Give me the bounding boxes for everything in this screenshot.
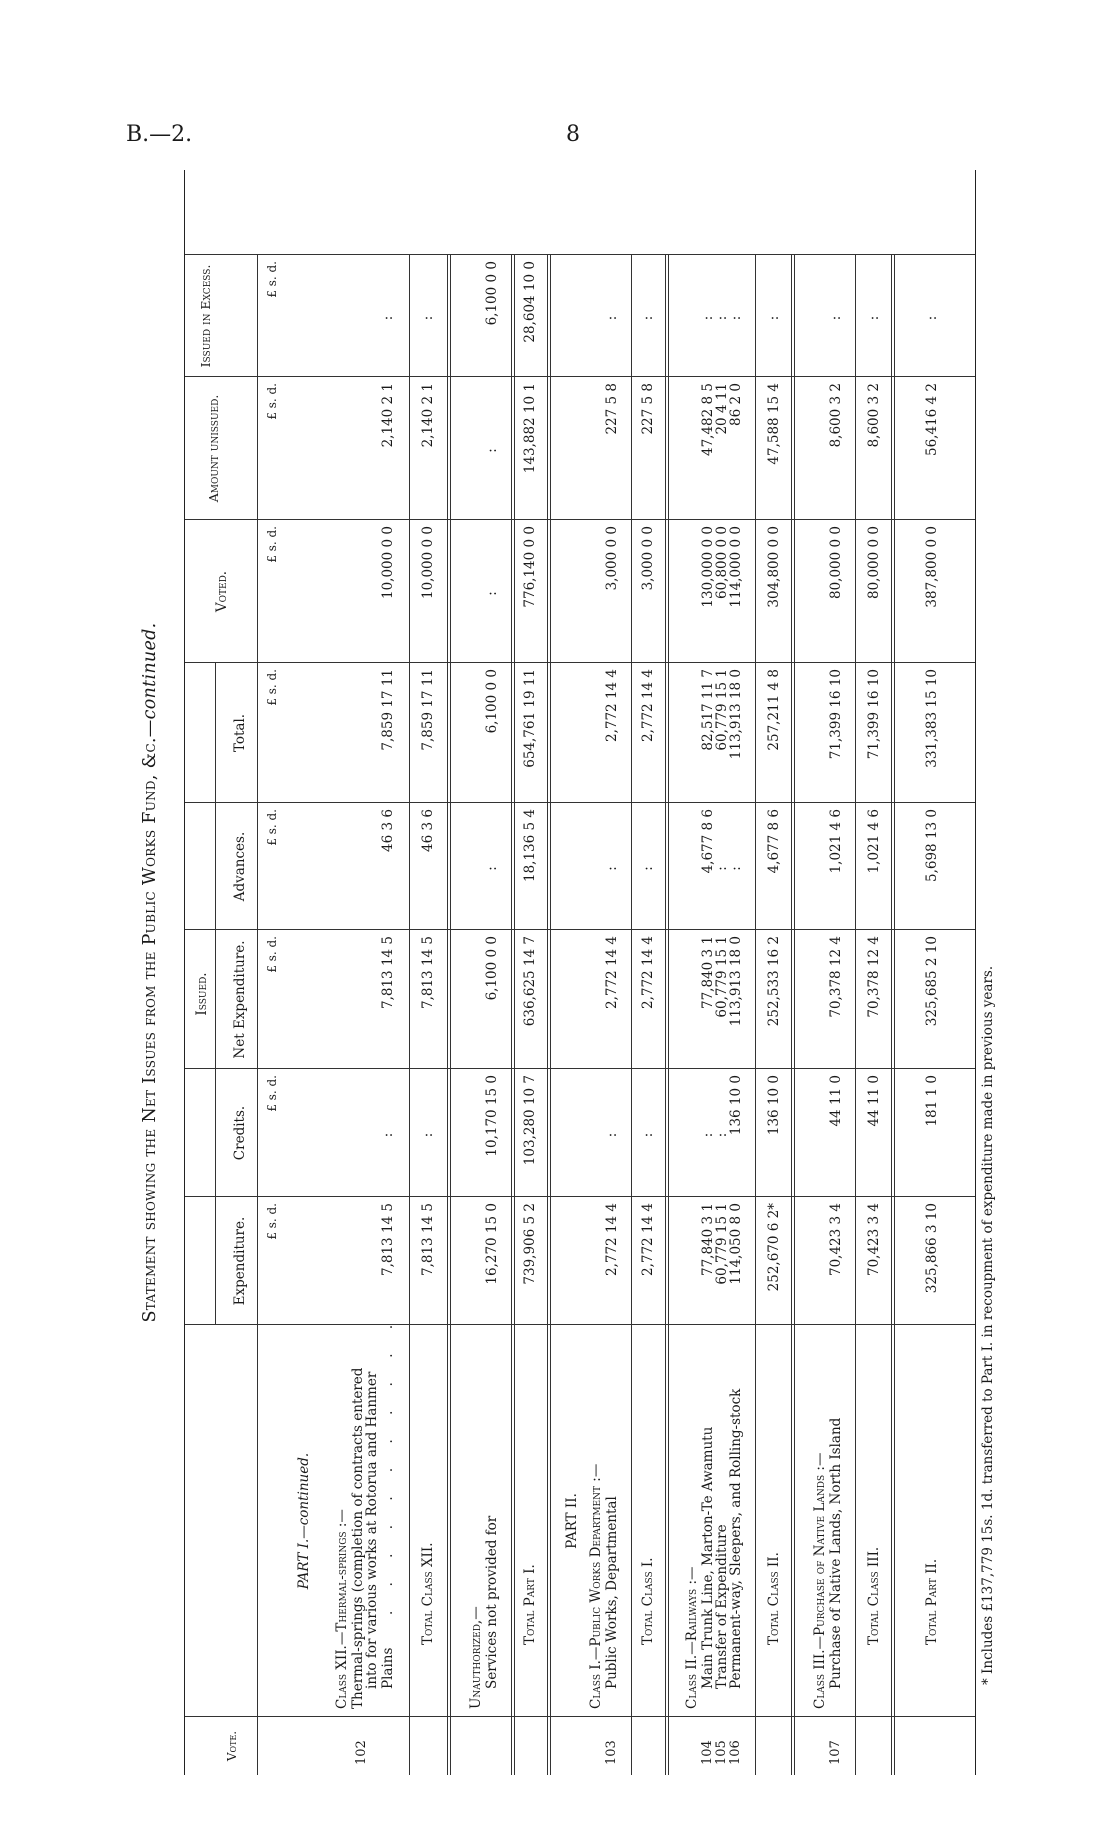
- lsd-unit-label: £ s. d.: [265, 669, 279, 706]
- row-106-cell: 113,913 18 0: [728, 936, 744, 1027]
- row-102-cell: 7,859 17 11: [380, 669, 396, 751]
- row-104-cell: 77,840 3 1: [700, 1203, 716, 1276]
- row-106-cell: 114,050 8 0: [728, 1203, 744, 1285]
- statement-table: [184, 170, 976, 1775]
- item105: Transfer of Expenditure: [714, 1524, 730, 1689]
- unauthorized-cell: 16,270 15 0: [484, 1203, 500, 1285]
- column-rule: [185, 254, 975, 255]
- class1-rule: [631, 255, 632, 1775]
- column-rule: [185, 1196, 975, 1197]
- row-105-cell: :: [714, 1132, 730, 1138]
- total-part2-cell: 331,383 15 10: [924, 669, 940, 768]
- row-102-cell: :: [380, 315, 396, 321]
- total-class2-cell: 304,800 0 0: [766, 526, 782, 608]
- total-class3-cell: :: [866, 315, 882, 321]
- issued-header-rule: [215, 663, 216, 1325]
- row-104-cell: 77,840 3 1: [700, 936, 716, 1009]
- column-rule: [185, 662, 975, 663]
- vote-107: 107: [828, 1740, 843, 1765]
- item104: Main Trunk Line, Marton-Te Awamutu: [700, 1426, 716, 1689]
- page-number: 8: [566, 122, 580, 147]
- total-class1-cell: :: [640, 315, 656, 321]
- header-expenditure: Expenditure.: [232, 1216, 248, 1306]
- header-issued-in-excess: Issued in Excess.: [198, 264, 213, 368]
- total-class2-cell: 136 10 0: [766, 1075, 782, 1136]
- lsd-unit-label: £ s. d.: [265, 1075, 279, 1112]
- title-main: Statement showing the Net Issues from the Public Works Fund, &c.—: [140, 719, 160, 1323]
- total-part1-cell: 143,882 10 1: [522, 383, 538, 474]
- column-rule: [185, 802, 975, 803]
- total-class1-cell: 2,772 14 4: [640, 936, 656, 1009]
- row-103-cell: :: [604, 1132, 620, 1138]
- header-amount-unissued: Amount unissued.: [206, 394, 221, 503]
- class2-rule: [755, 255, 756, 1775]
- class3-top-rule: [791, 255, 795, 1775]
- header-vote: Vote.: [225, 1730, 239, 1762]
- total-part2-cell: 387,800 0 0: [924, 526, 940, 608]
- vote-105: 105: [714, 1740, 729, 1765]
- vote-106: 106: [728, 1740, 743, 1765]
- part2-heading: PART II.: [564, 1493, 580, 1549]
- total-class12-cell: 7,813 14 5: [420, 936, 436, 1009]
- total-part2-top-rule: [891, 255, 895, 1775]
- row-105-cell: 60,779 15 1: [714, 936, 730, 1018]
- total-class12-cell: :: [420, 1132, 436, 1138]
- lsd-unit-label: £ s. d.: [265, 383, 279, 420]
- total-class1-cell: 3,000 0 0: [640, 526, 656, 591]
- item102-line2: into for various works at Rotorua and Hanmer: [364, 1371, 380, 1689]
- row-105-cell: :: [714, 315, 730, 321]
- total-part1-cell: 103,280 10 7: [522, 1075, 538, 1166]
- unauth-item: Services not provided for: [484, 1515, 500, 1689]
- column-header-rule: [257, 255, 258, 1775]
- unauthorized-cell: :: [484, 448, 500, 453]
- unauth-rule: [447, 255, 451, 1775]
- header-advances: Advances.: [232, 831, 248, 902]
- total-class3-label: Total Class III.: [866, 1546, 882, 1645]
- column-rule: [185, 929, 975, 930]
- row-103-cell: :: [604, 315, 620, 321]
- row-106-cell: 136 10 0: [728, 1075, 744, 1136]
- row-102-cell: 2,140 2 1: [380, 383, 396, 448]
- row-106-cell: 86 2 0: [728, 383, 744, 426]
- total-class1-cell: 2,772 14 4: [640, 669, 656, 742]
- footnote: * Includes £137,779 15s. 1d. transferred to Part I. in recoupment of expenditure made in previous years.: [980, 965, 996, 1685]
- row-104-cell: 4,677 8 6: [700, 809, 716, 874]
- class2-heading: Class II.—Railways :—: [684, 1566, 700, 1709]
- total-class12-label: Total Class XII.: [420, 1542, 436, 1645]
- unauthorized-cell: :: [484, 591, 500, 596]
- row-107-cell: 8,600 3 2: [828, 383, 844, 448]
- total-part1-bottom-rule: [547, 255, 551, 1775]
- column-rule: [185, 376, 975, 377]
- class2-top-rule: [665, 255, 669, 1775]
- unauthorized-cell: 10,170 15 0: [484, 1075, 500, 1157]
- row-105-cell: 60,779 15 1: [714, 1203, 730, 1285]
- row-104-cell: :: [700, 1132, 716, 1138]
- total-class3-cell: 70,423 3 4: [866, 1203, 882, 1276]
- lsd-unit-label: £ s. d.: [265, 809, 279, 846]
- row-105-cell: :: [714, 866, 730, 871]
- total-class12-cell: 2,140 2 1: [420, 383, 436, 448]
- class12-heading: Class XII.—Thermal-springs :—: [334, 1509, 350, 1709]
- vote-104: 104: [700, 1740, 715, 1765]
- row-105-cell: 60,800 0 0: [714, 526, 730, 599]
- total-part2-cell: 325,866 3 10: [924, 1203, 940, 1294]
- row-107-cell: 80,000 0 0: [828, 526, 844, 599]
- total-class12-cell: 46 3 6: [420, 809, 436, 852]
- total-part2-cell: 325,685 2 10: [924, 936, 940, 1027]
- row-103-cell: 3,000 0 0: [604, 526, 620, 591]
- total-class2-cell: 4,677 8 6: [766, 809, 782, 874]
- header-credits: Credits.: [232, 1105, 248, 1161]
- row-106-cell: :: [728, 866, 744, 871]
- item102-line3: Plains: [380, 1647, 396, 1689]
- item103: Public Works, Departmental: [604, 1496, 620, 1689]
- total-part1-cell: 636,625 14 7: [522, 936, 538, 1027]
- total-class1-cell: :: [640, 1132, 656, 1138]
- leader-dots: . . . . . . . . . . .: [380, 1314, 396, 1615]
- row-102-cell: :: [380, 1132, 396, 1138]
- row-102-cell: 10,000 0 0: [380, 526, 396, 599]
- row-102-cell: 7,813 14 5: [380, 936, 396, 1009]
- total-part1-label: Total Part I.: [522, 1564, 538, 1645]
- total-part1-cell: 28,604 10 0: [522, 261, 538, 343]
- total-part2-cell: 5,698 13 0: [924, 809, 940, 882]
- part1-heading: PART I.—continued.: [296, 1452, 312, 1590]
- column-rule: [185, 1068, 975, 1069]
- statement-title: [140, 170, 160, 1775]
- total-class2-label: Total Class II.: [766, 1552, 782, 1645]
- page-reference: B.—2.: [126, 122, 193, 147]
- total-class2-cell: :: [766, 315, 782, 321]
- total-class3-cell: 8,600 3 2: [866, 383, 882, 448]
- row-103-cell: 2,772 14 4: [604, 936, 620, 1009]
- total-part2-cell: :: [924, 315, 940, 321]
- header-issued: Issued.: [194, 972, 210, 1016]
- total-part1-top-rule: [511, 255, 515, 1775]
- total-class2-cell: 252,670 6 2*: [766, 1203, 782, 1292]
- column-rule: [185, 519, 975, 520]
- row-103-cell: :: [604, 866, 620, 871]
- total-class2-cell: 47,588 15 4: [766, 383, 782, 465]
- total-class3-cell: 1,021 4 6: [866, 809, 882, 874]
- class12-rule: [409, 255, 410, 1775]
- total-class1-cell: 2,772 14 4: [640, 1203, 656, 1276]
- lsd-unit-label: £ s. d.: [265, 261, 279, 298]
- total-class1-label: Total Class I.: [640, 1557, 656, 1645]
- item102-line1: Thermal-springs (completion of contracts entered: [350, 1367, 366, 1709]
- total-class2-cell: 257,211 4 8: [766, 669, 782, 751]
- total-part2-cell: 56,416 4 2: [924, 383, 940, 456]
- unauth-heading: Unauthorized,—: [468, 1606, 484, 1709]
- row-107-cell: 44 11 0: [828, 1075, 844, 1127]
- rotated-statement: [140, 170, 1010, 1775]
- vote-102: 102: [354, 1740, 369, 1765]
- lsd-unit-label: £ s. d.: [265, 1203, 279, 1240]
- total-part1-cell: 776,140 0 0: [522, 526, 538, 608]
- header-voted: Voted.: [214, 570, 230, 613]
- total-class1-cell: :: [640, 866, 656, 871]
- row-106-cell: :: [728, 315, 744, 321]
- total-class3-cell: 80,000 0 0: [866, 526, 882, 599]
- item107: Purchase of Native Lands, North Island: [828, 1417, 844, 1689]
- row-102-cell: 46 3 6: [380, 809, 396, 852]
- class3-heading: Class III.—Purchase of Native Lands :—: [812, 1452, 828, 1709]
- row-107-cell: 1,021 4 6: [828, 809, 844, 874]
- total-class3-cell: 71,399 16 10: [866, 669, 882, 760]
- unauthorized-cell: 6,100 0 0: [484, 669, 500, 734]
- total-class12-cell: 10,000 0 0: [420, 526, 436, 599]
- unauthorized-cell: 6,100 0 0: [484, 261, 500, 326]
- total-class1-cell: 227 5 8: [640, 383, 656, 435]
- lsd-unit-label: £ s. d.: [265, 936, 279, 973]
- total-class12-cell: :: [420, 315, 436, 321]
- unauthorized-cell: :: [484, 866, 500, 871]
- total-part2-cell: 181 1 0: [924, 1075, 940, 1127]
- total-part2-label: Total Part II.: [924, 1558, 940, 1645]
- vote-103: 103: [604, 1740, 619, 1765]
- row-104-cell: 130,000 0 0: [700, 526, 716, 608]
- item106: Permanent-way, Sleepers, and Rolling-stock: [728, 1388, 744, 1689]
- total-class3-cell: 44 11 0: [866, 1075, 882, 1127]
- total-class3-cell: 70,378 12 4: [866, 936, 882, 1018]
- row-104-cell: 47,482 8 5: [700, 383, 716, 456]
- row-107-cell: 71,399 16 10: [828, 669, 844, 760]
- unauthorized-cell: 6,100 0 0: [484, 936, 500, 1001]
- total-class2-cell: 252,533 16 2: [766, 936, 782, 1027]
- class1-heading: Class I.—Public Works Department :—: [588, 1463, 604, 1709]
- title-continued: continued.: [140, 622, 160, 720]
- total-class12-cell: 7,813 14 5: [420, 1203, 436, 1276]
- row-105-cell: 60,779 15 1: [714, 669, 730, 751]
- header-total: Total.: [232, 713, 248, 753]
- total-part1-cell: 654,761 19 11: [522, 669, 538, 768]
- row-107-cell: :: [828, 315, 844, 321]
- row-106-cell: 113,913 18 0: [728, 669, 744, 760]
- row-105-cell: 20 4 11: [714, 383, 730, 435]
- total-part1-cell: 739,906 5 2: [522, 1203, 538, 1285]
- row-104-cell: 82,517 11 7: [700, 669, 716, 751]
- lsd-unit-label: £ s. d.: [265, 526, 279, 563]
- row-103-cell: 2,772 14 4: [604, 1203, 620, 1276]
- row-103-cell: 227 5 8: [604, 383, 620, 435]
- total-class12-cell: 7,859 17 11: [420, 669, 436, 751]
- row-102-cell: 7,813 14 5: [380, 1203, 396, 1276]
- header-net-expenditure: Net Expenditure.: [232, 940, 248, 1059]
- total-part1-cell: 18,136 5 4: [522, 809, 538, 882]
- row-103-cell: 2,772 14 4: [604, 669, 620, 742]
- row-104-cell: :: [700, 315, 716, 321]
- class3-rule: [855, 255, 856, 1775]
- row-106-cell: 114,000 0 0: [728, 526, 744, 608]
- row-107-cell: 70,378 12 4: [828, 936, 844, 1018]
- row-107-cell: 70,423 3 4: [828, 1203, 844, 1276]
